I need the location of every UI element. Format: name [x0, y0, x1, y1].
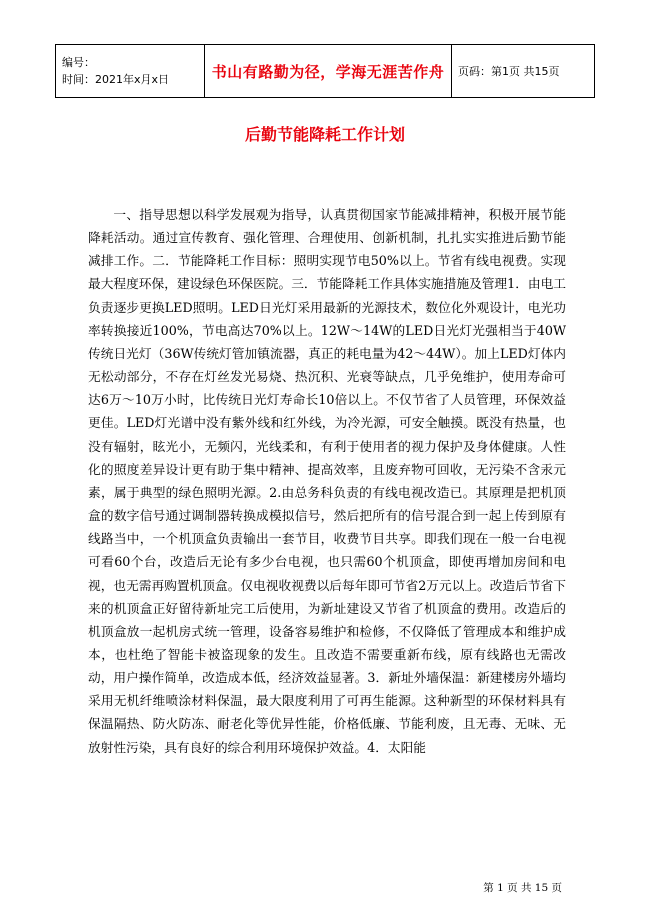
- document-date: 时间：2021年x月x日: [62, 73, 170, 86]
- header-motto: 书山有路勤为径，学海无涯苦作舟: [205, 45, 452, 98]
- document-number-label: 编号：: [62, 56, 95, 69]
- page-footer: 第 1 页 共 15 页: [483, 882, 562, 894]
- document-title: 后勤节能降耗工作计划: [244, 125, 405, 144]
- header-page-info: 页码：第1页 共15页: [452, 45, 595, 98]
- header-meta-cell: [56, 45, 205, 98]
- document-header: [55, 44, 595, 98]
- document-body: 一、指导思想以科学发展观为指导，认真贯彻国家节能减排精神，积极开展节能降耗活动。通过宣传教育、强化管理、合理使用、创新机制，扎扎实实推进后勤节能减排工作。二．节能降耗工作目标：照明实现节电50%以上。节省有线电视费。实现最大程度环保，建设绿色环保医院。三．节能降耗工作具体实施措施及管理1．由电工负责逐步更换LED照明。LED日光灯采用最新的光源技术，数位化外观设计，电光功率转换接近100%，节电高达70%以上。12W～14W的LED日光灯光强相当于40W传统日光灯（36W传统灯管加镇流器，真正的耗电量为42～44W）。加上LED灯体内无松动部分，不存在灯丝发光易烧、热沉积、光衰等缺点，几乎免维护，使用寿命可达6万～10万小时，比传统日光灯寿命长10倍以上。不仅节省了人员管理，环保效益更佳。LED灯光谱中没有紫外线和红外线，为冷光源，可安全触摸。既没有热量，也没有辐射，眩光小，无频闪，光线柔和，有利于使用者的视力保护及身体健康。人性化的照度差异设计更有助于集中精神、提高效率，且废弃物可回收，无污染不含汞元素，属于典型的绿色照明光源。2.由总务科负责的有线电视改造已。其原理是把机顶盒的数字信号通过调制器转换成模拟信号，然后把所有的信号混合到一起上传到原有线路当中，一个机顶盒负责输出一套节目，收费节目共享。即我们现在一般一台电视可看60个台，改造后无论有多少台电视，也只需60个机顶盒，即使再增加房间和电视，也无需再购置机顶盒。仅电视收视费以后每年即可节省2万元以上。改造后节省下来的机顶盒正好留待新址完工后使用，为新址建设又节省了机顶盒的费用。改造后的机顶盒放一起机房式统一管理，设备容易维护和检修，不仅降低了管理成本和维护成本，也杜绝了智能卡被盗现象的发生。且改造不需要重新布线，原有线路也无需改动，用户操作简单，改造成本低，经济效益显著。3．新址外墙保温：新建楼房外墙均采用无机纤维喷涂材料保温，最大限度利用了可再生能源。这种新型的环保材料具有保温隔热、防火防冻、耐老化等优异性能，价格低廉、节能利废，且无毒、无味、无放射性污染，具有良好的综合利用环境保护效益。4．太阳能: [88, 207, 566, 755]
